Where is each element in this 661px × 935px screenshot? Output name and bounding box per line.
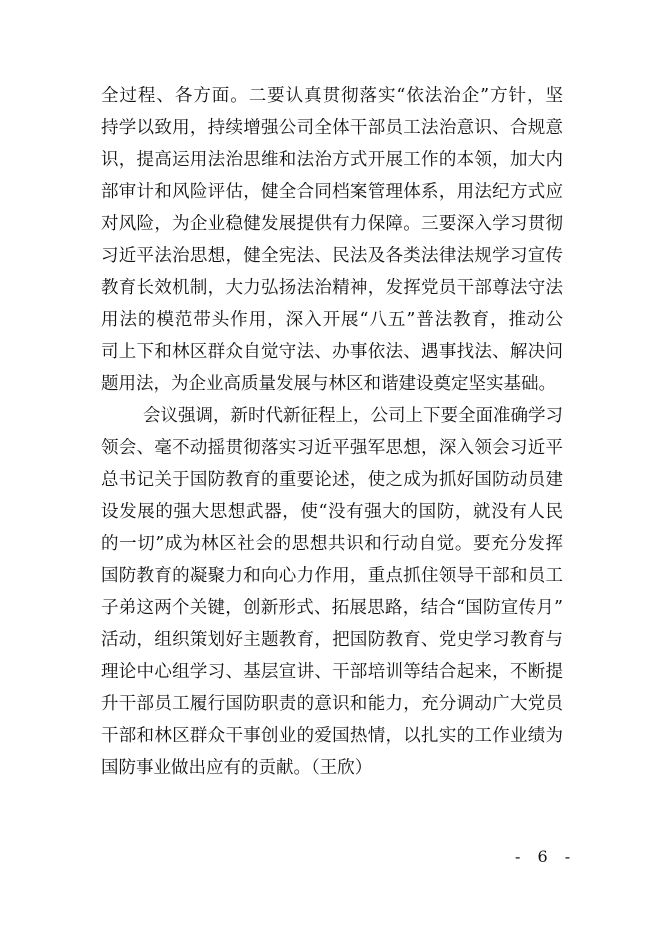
text-line: 升干部员工履行国防职责的意识和能力，充分调动广大党员	[101, 694, 563, 714]
paragraph-1	[101, 80, 563, 400]
text-line: 习近平法治思想，健全宪法、民法及各类法律法规学习宣传	[101, 246, 563, 266]
text-line: 国防事业做出应有的贡献。（王欣）	[101, 758, 373, 778]
text-line: 对风险，为企业稳健发展提供有力保障。三要深入学习贯彻	[101, 214, 563, 234]
body-text	[101, 80, 563, 784]
text-line: 用法的模范带头作用，深入开展“八五”普法教育，推动公	[101, 310, 563, 330]
text-line: 司上下和林区群众自觉守法、办事依法、遇事找法、解决问	[101, 342, 563, 362]
text-line: 题用法，为企业高质量发展与林区和谐建设奠定坚实基础。	[101, 374, 556, 394]
text-line: 全过程、各方面。二要认真贯彻落实“依法治企”方针，坚	[101, 86, 563, 106]
text-line: 领会、毫不动摇贯彻落实习近平强军思想，深入领会习近平	[101, 438, 563, 458]
paragraph-2	[101, 400, 563, 784]
page-number: - 6 -	[515, 847, 577, 866]
text-line: 干部和林区群众干事创业的爱国热情，以扎实的工作业绩为	[101, 726, 563, 746]
text-line: 国防教育的凝聚力和向心力作用，重点抓住领导干部和员工	[101, 566, 563, 586]
text-line: 持学以致用，持续增强公司全体干部员工法治意识、合规意	[101, 118, 563, 138]
text-line: 会议强调，新时代新征程上，公司上下要全面准确学习	[143, 406, 563, 426]
text-line: 活动，组织策划好主题教育，把国防教育、党史学习教育与	[101, 630, 563, 650]
text-line: 识，提高运用法治思维和法治方式开展工作的本领，加大内	[101, 150, 563, 170]
text-line: 的一切”成为林区社会的思想共识和行动自觉。要充分发挥	[101, 534, 563, 554]
text-line: 总书记关于国防教育的重要论述，使之成为抓好国防动员建	[101, 470, 563, 490]
text-line: 子弟这两个关键，创新形式、拓展思路，结合“国防宣传月”	[101, 598, 563, 618]
text-line: 教育长效机制，大力弘扬法治精神，发挥党员干部尊法守法	[101, 278, 563, 298]
text-line: 设发展的强大思想武器，使“没有强大的国防，就没有人民	[101, 502, 563, 522]
text-line: 理论中心组学习、基层宣讲、干部培训等结合起来，不断提	[101, 662, 563, 682]
text-line: 部审计和风险评估，健全合同档案管理体系，用法纪方式应	[101, 182, 563, 202]
